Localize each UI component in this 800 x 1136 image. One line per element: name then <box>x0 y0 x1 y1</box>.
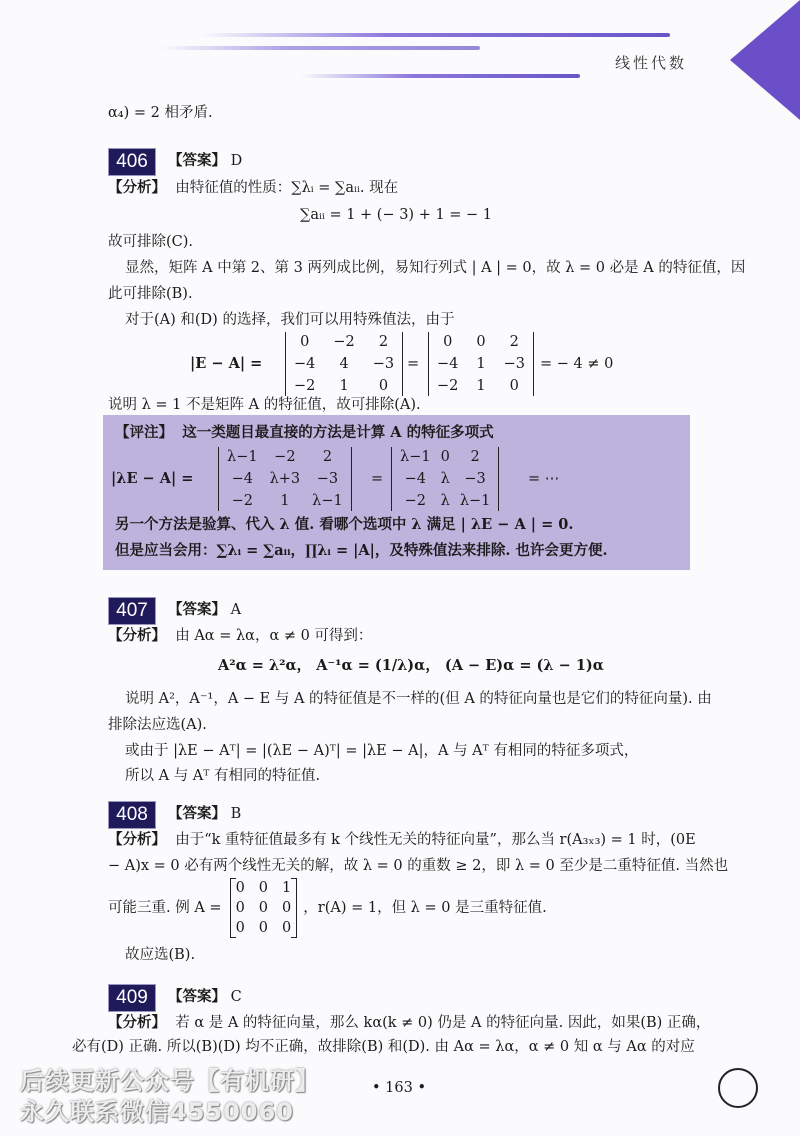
header-decoration <box>160 46 480 50</box>
matrix-entry: −2 <box>231 493 253 509</box>
text-line: 由特征值的性质：∑λᵢ = ∑aᵢᵢ. 现在 <box>175 180 399 196</box>
determinant-result: = ⋯ <box>528 471 560 487</box>
matrix-entry: 0 <box>378 378 389 394</box>
text-line: 由于“k 重特征值最多有 k 个线性无关的特征向量”，那么当 r(A₃ₓ₃) = 1 时，(0E <box>175 832 696 848</box>
problem-number: 409 <box>108 984 156 1012</box>
text-line: − A)x = 0 必有两个线性无关的解，故 λ = 0 的重数 ≥ 2，即 λ = 0 至少是二重特征值. 当然也 <box>108 858 729 874</box>
matrix-entry: −4 <box>231 471 253 487</box>
matrix-entry: −4 <box>437 356 459 372</box>
text-line: 故可排除(C). <box>108 234 194 250</box>
matrix-entry: 1 <box>280 493 290 509</box>
matrix-entry: 0 <box>282 920 292 936</box>
determinant-lhs: |λE − A| = <box>111 470 194 487</box>
text-line: 说明 A²，A⁻¹，A − E 与 A 的特征值是不一样的(但 A 的特征向量也是它们的特征向量). 由 <box>125 691 712 707</box>
equation: ∑aᵢᵢ = 1 + (− 3) + 1 = − 1 <box>300 207 493 223</box>
matrix-entry: −2 <box>294 378 316 394</box>
text-line: 排除法应选(A). <box>108 717 207 733</box>
remark-text: 另一个方法是验算、代入 λ 值. 看哪个选项中 λ 满足 | λE − A | = 0. <box>115 516 574 533</box>
matrix-entry: 0 <box>235 900 245 916</box>
matrix-entry: −2 <box>333 334 355 350</box>
determinant <box>218 447 352 511</box>
text-line: 或由于 |λE − Aᵀ| = |(λE − A)ᵀ| = |λE − A|，A 与 Aᵀ 有相同的特征多项式， <box>125 743 639 759</box>
page-number: • 163 • <box>372 1080 426 1096</box>
matrix-entry: 0 <box>235 920 245 936</box>
matrix-entry: −3 <box>316 471 339 487</box>
answer: D <box>230 153 243 169</box>
matrix-entry: λ−1 <box>312 493 343 509</box>
matrix-entry: 0 <box>300 334 310 350</box>
analysis-label: 【分析】 <box>108 179 166 196</box>
header-decoration <box>200 33 670 37</box>
corner-tab-decoration <box>730 0 800 120</box>
remark-box: 【评注】 这一类题目最直接的方法是计算 A 的特征多项式 |λE − A| = λ−1 −2 2 −4 λ+3 −3 −2 1 λ−1 = λ−1 0 2 −4 λ −3 −2 λ λ−1 = ⋯ 另一个方法是验算、代入 λ 值. 看哪个选项中 λ 满足 | λE − A | = 0. 但是应当会用：∑λᵢ = ∑aᵢᵢ，∏λᵢ = |A|，及特殊值法来排除. 也许会更方便. <box>103 415 690 570</box>
answer-label: 【答案】 <box>168 805 226 822</box>
matrix-entry: −4 <box>294 356 316 372</box>
matrix-entry: 2 <box>322 449 333 465</box>
matrix-entry: λ+3 <box>269 471 301 487</box>
matrix <box>230 878 298 938</box>
matrix-entry: λ <box>440 471 450 487</box>
matrix-entry: 0 <box>443 334 453 350</box>
matrix-entry: λ−1 <box>400 449 431 465</box>
watermark: 永久联系微信4550060 <box>20 1098 294 1126</box>
remark-text: 但是应当会用：∑λᵢ = ∑aᵢᵢ，∏λᵢ = |A|，及特殊值法来排除. 也许会更方便. <box>115 542 608 559</box>
matrix-entry: 1 <box>339 378 349 394</box>
answer: B <box>230 806 242 822</box>
determinant-result: = − 4 ≠ 0 <box>540 356 614 372</box>
matrix-entry: −3 <box>464 471 486 487</box>
matrix-entry: 0 <box>258 880 269 896</box>
text-line: 显然，矩阵 A 中第 2、第 3 两列成比例，易知行列式 | A | = 0，故 λ = 0 必是 A 的特征值，因 <box>125 260 746 276</box>
matrix-entry: −3 <box>372 356 395 372</box>
determinant <box>391 447 499 511</box>
analysis-label: 【分析】 <box>108 831 166 848</box>
matrix-entry: 2 <box>378 334 389 350</box>
matrix-entry: −2 <box>274 449 296 465</box>
remark-label: 【评注】 <box>115 424 173 441</box>
matrix-entry: 0 <box>235 880 245 896</box>
text-line: 对于(A) 和(D) 的选择，我们可以用特殊值法，由于 <box>125 312 455 328</box>
problem-number: 407 <box>108 597 156 625</box>
text-line: 说明 λ = 1 不是矩阵 A 的特征值，故可排除(A). <box>108 397 421 413</box>
equation: A²α = λ²α， A⁻¹α = (1/λ)α， (A − E)α = (λ − 1)α <box>218 657 604 674</box>
matrix-entry: λ−1 <box>227 449 258 465</box>
text-line: 可能三重. 例 A = <box>108 900 222 916</box>
matrix-entry: −2 <box>404 493 426 509</box>
textbook-page: 线性代数 α₄) = 2 相矛盾. 406 【答案】 D 【分析】 由特征值的性质：∑λᵢ = ∑aᵢᵢ. 现在 ∑aᵢᵢ = 1 + (− 3) + 1 = − 1 故可排除(C). 显然，矩阵 A 中第 2、第 3 两列成比例，易知行列式 | A | = 0，故 λ = 0 必是 A 的特征值，因 此可排除(B). 对于(A) 和(D) 的选择，我们可以用特殊值法，由于 |E − A| = 0 −2 2 −4 4 −3 −2 1 0 = 0 0 2 −4 1 −3 −2 1 0 = − 4 ≠ 0 说明 λ = 1 不是矩阵 A 的特征值，故可排除(A). 【评注】 这一类题目最直接的方法是计算 A 的特征多项式 |λE − A| = λ−1 −2 2 −4 λ+3 −3 −2 1 λ−1 = λ−1 0 2 −4 λ −3 −2 λ λ−1 = ⋯ 另一个方法是验算、代入 λ 值. 看哪个选项中 λ 满足 | λE − A | = 0. 但是应当会用：∑λᵢ = ∑aᵢᵢ，∏λᵢ = |A|，及特殊值法来排除. 也许会更方便. 407 【答案】 A 【分析】 由 Aα = λα，α ≠ 0 可得到： A²α = λ²α， A⁻¹α = (1/λ)α， (A − E)α = (λ − 1)α 说明 A²，A⁻¹，A − E 与 A 的特征值是不一样的(但 A 的特征向量也是它们的特征向量). 由 排除法应选(A). 或由于 |λE − Aᵀ| = |(λE − A)ᵀ| = |λE − A|，A 与 Aᵀ 有相同的特征多项式， 所以 A 与 Aᵀ 有相同的特征值. 408 【答案】 B 【分析】 由于“k 重特征值最多有 k 个线性无关的特征向量”，那么当 r(A₃ₓ₃) = 1 时，(0E − A)x = 0 必有两个线性无关的解，故 λ = 0 的重数 ≥ 2，即 λ = 0 至少是二重特征值. 当然也 可能三重. 例 A = 0 0 1 0 0 0 0 0 0 ，r(A) = 1，但 λ = 0 是三重特征值. 故应选(B). 409 【答案】 C 【分析】 若 α 是 A 的特征向量，那么 kα(k ≠ 0) 仍是 A 的特征向量. 因此，如果(B) 正确， 必有(D) 正确. 所以(B)(D) 均不正确，故排除(B) 和(D). 由 Aα = λα，α ≠ 0 知 α 与 Aα 的对应 后续更新公众号【有机研】 永久联系微信4550060 • 163 • <box>0 0 800 1136</box>
problem-number: 406 <box>108 148 156 176</box>
matrix-entry: −4 <box>404 471 426 487</box>
determinant <box>428 332 534 396</box>
matrix-entry: λ−1 <box>459 493 491 509</box>
text-line: 故应选(B). <box>125 947 196 963</box>
matrix-entry: 2 <box>509 334 519 350</box>
text-line: 所以 A 与 Aᵀ 有相同的特征值. <box>125 768 321 784</box>
text-line: ，r(A) = 1，但 λ = 0 是三重特征值. <box>303 900 547 916</box>
determinant <box>285 332 403 396</box>
answer: C <box>230 989 242 1005</box>
matrix-entry: 0 <box>282 900 292 916</box>
matrix-entry: −2 <box>437 378 459 394</box>
matrix-entry: 2 <box>470 449 480 465</box>
matrix-entry: 1 <box>476 378 486 394</box>
matrix-entry: 1 <box>282 880 292 896</box>
matrix-entry: 1 <box>476 356 486 372</box>
matrix-entry: 0 <box>509 378 519 394</box>
text-line: 由 Aα = λα，α ≠ 0 可得到： <box>175 628 373 644</box>
text-line: 此可排除(B). <box>108 286 193 302</box>
matrix-entry: λ <box>440 493 450 509</box>
text-line: 若 α 是 A 的特征向量，那么 kα(k ≠ 0) 仍是 A 的特征向量. 因此，如果(B) 正确， <box>175 1015 711 1031</box>
text-line: 必有(D) 正确. 所以(B)(D) 均不正确，故排除(B) 和(D). 由 Aα = λα，α ≠ 0 知 α 与 Aα 的对应 <box>72 1039 695 1055</box>
determinant-lhs: |E − A| = <box>190 355 263 372</box>
matrix-entry: 4 <box>339 356 349 372</box>
matrix-entry: 0 <box>440 449 450 465</box>
carry-over-text: α₄) = 2 相矛盾. <box>108 105 213 121</box>
analysis-label: 【分析】 <box>108 627 166 644</box>
matrix-entry: 0 <box>258 900 269 916</box>
problem-number: 408 <box>108 801 156 829</box>
analysis-label: 【分析】 <box>108 1014 166 1031</box>
answer: A <box>230 602 242 618</box>
matrix-entry: −3 <box>503 356 525 372</box>
matrix-entry: 0 <box>476 334 486 350</box>
watermark: 后续更新公众号【有机研】 <box>20 1067 320 1095</box>
remark-text: 这一类题目最直接的方法是计算 A 的特征多项式 <box>182 424 494 441</box>
matrix-entry: 0 <box>258 920 269 936</box>
answer-label: 【答案】 <box>168 988 226 1005</box>
answer-label: 【答案】 <box>168 601 226 618</box>
header-decoration <box>300 74 580 78</box>
mascot-icon <box>718 1068 758 1108</box>
answer-label: 【答案】 <box>168 152 226 169</box>
running-header: 线性代数 <box>615 54 688 72</box>
